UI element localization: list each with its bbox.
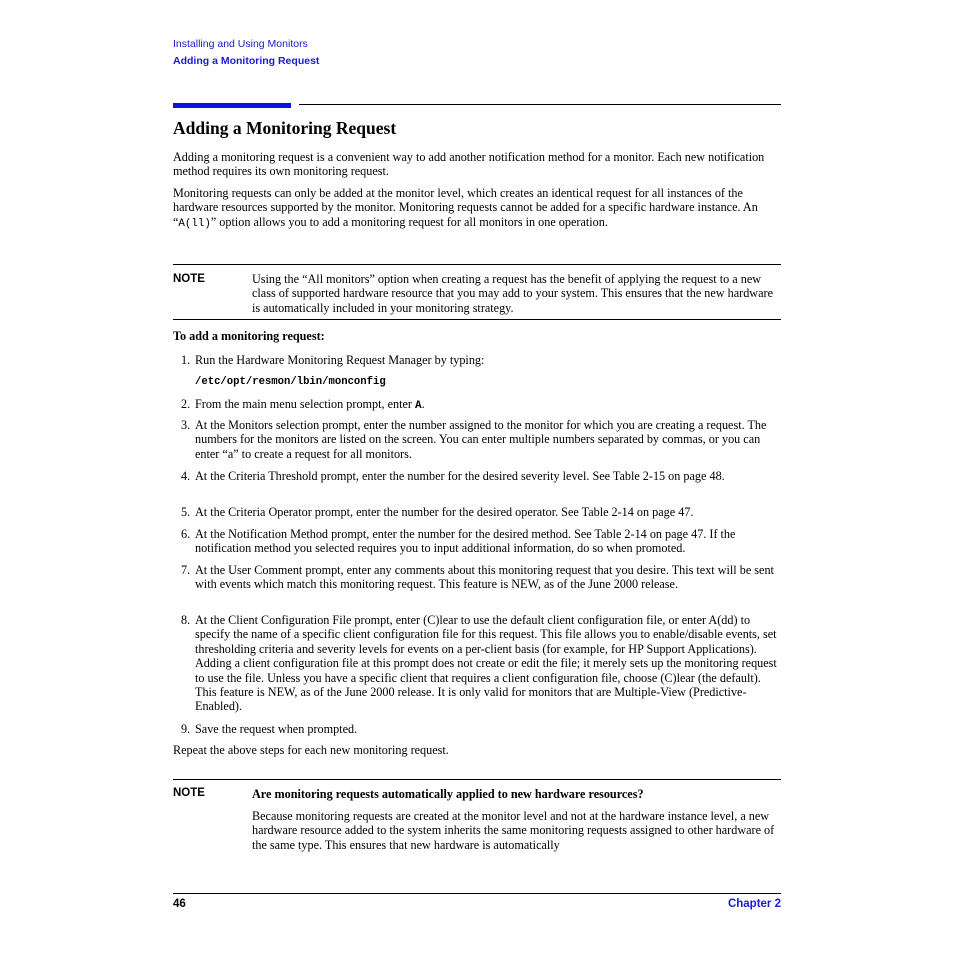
section-rule-black xyxy=(299,104,781,105)
step-text: At the Notification Method prompt, enter the number for the desired method. See Table 2-14 on page 47. If the notification method you selected requires you to input additional information, do so when promoted. xyxy=(195,527,736,556)
step-text: Save the request when prompted. xyxy=(195,722,358,736)
step-2-before: From the main menu selection prompt, enter xyxy=(195,397,415,411)
breadcrumb-current-link[interactable]: Adding a Monitoring Request xyxy=(173,55,320,67)
chapter-link[interactable]: Chapter 2 xyxy=(727,898,781,910)
step-number: 4. xyxy=(181,469,191,483)
breadcrumb-parent[interactable] xyxy=(173,38,308,50)
step-number: 3. xyxy=(181,418,191,432)
all-option-code: A(ll) xyxy=(178,217,211,230)
breadcrumb-parent-link[interactable]: Installing and Using Monitors xyxy=(173,38,308,50)
page-title: Adding a Monitoring Request xyxy=(173,118,397,138)
step-2-after: . xyxy=(421,397,425,411)
step-text: At the Client Configuration File prompt, enter (C)lear to use the default client configuration file, or enter A(dd) to specify the name of a specific client configuration file for this request. This file allows you to enable/disable events, set thresholding criteria and severity levels for events on a per-client basis (for example, for HP Support Applications). Adding a client configuration file at this prompt does not create or edit the file; it merely sets up the monitoring request to use the file. Unless you have a specific client that requires a client configuration file, choose (C)lear (the default). This feature is NEW, as of the June 2000 release. It is only valid for monitors that are Multiple-View (Predictive-Enabled). xyxy=(195,613,777,714)
intro-paragraph-1 xyxy=(173,150,781,179)
step-text: At the Criteria Threshold prompt, enter the number for the desired severity level. See Table 2-15 on page 48. xyxy=(195,469,725,483)
repeat-instruction: Repeat the above steps for each new monitoring request. xyxy=(173,743,449,757)
step-number: 6. xyxy=(181,527,191,541)
step-number: 5. xyxy=(181,505,191,519)
step-text: At the Criteria Operator prompt, enter the number for the desired operator. See Table 2-14 on page 47. xyxy=(195,505,694,519)
intro-paragraph-2-text xyxy=(173,186,781,231)
intro-p2-after: ” option allows you to add a monitoring request for all monitors in one operation. xyxy=(210,214,608,229)
step-number: 1. xyxy=(181,353,191,367)
step-number: 8. xyxy=(181,613,191,627)
note-text: Using the “All monitors” option when creating a request has the benefit of applying the request to a new class of supported hardware resource that you may add to your system. This ensures that the new hardware is automatically included in your monitoring strategy. xyxy=(252,272,773,315)
step-number: 7. xyxy=(181,563,191,577)
command-line: /etc/opt/resmon/lbin/monconfig xyxy=(195,376,386,388)
step-number: 2. xyxy=(181,397,191,411)
note-divider-top xyxy=(173,779,781,780)
step-number: 9. xyxy=(181,722,191,736)
step-text: At the User Comment prompt, enter any comments about this monitoring request that you desire. This text will be sent with events which match this monitoring request. This feature is NEW, as of the June 2000 release. xyxy=(195,563,774,592)
procedure-heading: To add a monitoring request: xyxy=(173,329,325,343)
intro-paragraph-1-text: Adding a monitoring request is a convenient way to add another notification method for a monitor. Each new notification method requires its own monitoring request. xyxy=(173,150,765,179)
intro-p2-before: Monitoring requests can only be added at the monitor level, which creates an identical request for all instances of the hardware resources supported by the monitor. Monitoring requests cannot be added for a specific hardware instance. An “ xyxy=(173,186,758,229)
note-divider-top xyxy=(173,264,781,265)
note-question: Are monitoring requests automatically applied to new hardware resources? xyxy=(252,787,644,801)
note-divider-bottom xyxy=(173,319,781,320)
breadcrumb-current[interactable] xyxy=(173,55,319,67)
note-label: NOTE xyxy=(173,787,205,799)
intro-paragraph-2 xyxy=(173,186,781,231)
section-rule-blue xyxy=(173,103,291,108)
menu-key-code: A xyxy=(415,400,422,412)
page-number: 46 xyxy=(173,898,186,910)
footer-rule xyxy=(173,893,781,894)
note-text: Because monitoring requests are created at the monitor level and not at the hardware instance level, a new hardware resource added to the system inherits the same monitoring requests assigned to other hardware of the same type. This ensures that new hardware is automatically xyxy=(252,809,775,852)
step-text xyxy=(195,397,783,413)
note-label: NOTE xyxy=(173,273,205,285)
step-text: At the Monitors selection prompt, enter the number assigned to the monitor for which you are creating a request. The numbers for the monitors are listed on the screen. You can enter multiple numbers separated by commas, or you can enter “a” to create a request for all monitors. xyxy=(195,418,767,461)
step-text: Run the Hardware Monitoring Request Manager by typing: xyxy=(195,353,485,367)
